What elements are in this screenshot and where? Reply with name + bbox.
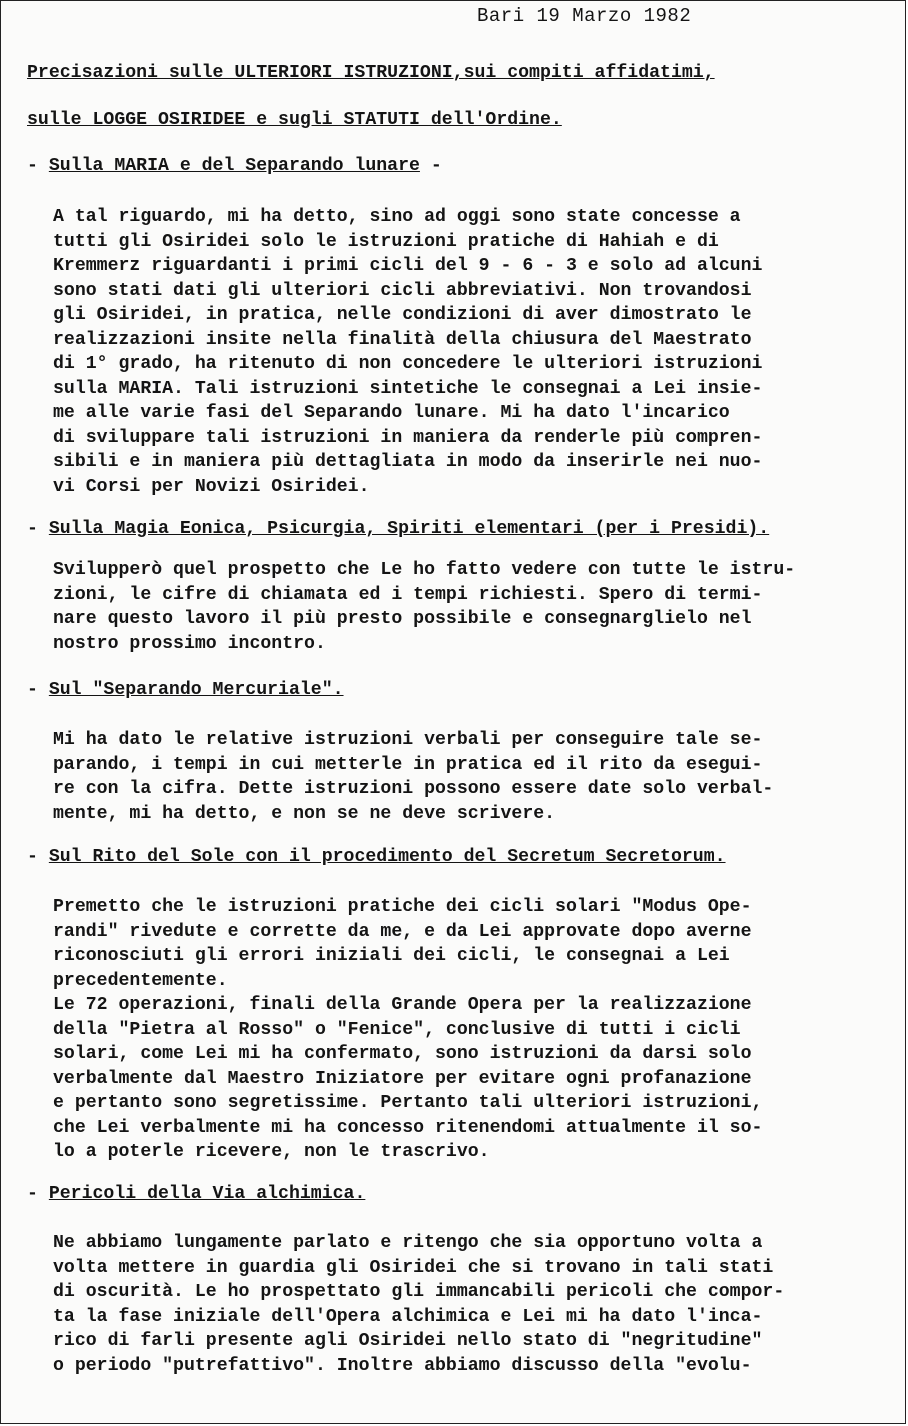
section-body [53,728,873,826]
body-line: di 1° grado, ha ritenuto di non concedere le ulteriori istruzioni [53,354,763,374]
document-date: Bari 19 Marzo 1982 [477,5,692,27]
body-line: re con la cifra. Dette istruzioni possono essere date solo verbal- [53,779,774,799]
body-line: Ne abbiamo lungamente parlato e ritengo che sia opportuno volta a [53,1233,763,1253]
body-line: della "Pietra al Rosso" o "Fenice", conclusive di tutti i cicli [53,1019,741,1040]
intro-line-1: Precisazioni sulle ULTERIORI ISTRUZIONI,sui compiti affidatimi, [27,63,715,83]
intro-line-2: sulle LOGGE OSIRIDEE e sugli STATUTI dell'Ordine. [27,110,562,130]
body-line: ta la fase iniziale dell'Opera alchimica e Lei mi ha dato l'inca- [53,1306,763,1327]
body-line: di oscurità. Le ho prospettato gli immancabili pericoli che compor- [53,1282,785,1302]
section-heading [27,1184,365,1204]
section-dash: - [27,847,38,867]
body-line: Premetto che le istruzioni pratiche dei cicli solari "Modus Ope- [53,897,752,917]
body-line: randi" rivedute e corrette da me, e da Lei approvate dopo averne [53,921,752,942]
body-line: sulla MARIA. Tali istruzioni sintetiche le consegnai a Lei insie- [53,378,763,399]
section-dash: - [27,519,38,539]
body-line: precedentemente. [53,970,228,991]
body-line: lo a poterle ricevere, non le trascrivo. [53,1142,490,1162]
body-line: parando, i tempi in cui metterle in pratica ed il rito da esegui- [53,754,763,775]
section-dash: - [27,1184,38,1204]
body-line: solari, come Lei mi ha confermato, sono istruzioni da darsi solo [53,1044,752,1064]
section-heading-suffix: - [419,156,442,176]
body-line: volta mettere in guardia gli Osiridei che si trovano in tali stati [53,1257,774,1278]
section-heading-text: Sul Rito del Sole con il procedimento del Secretum Secretorum. [48,847,726,867]
section-body [53,558,873,656]
body-line: A tal riguardo, mi ha detto, sino ad oggi sono state concesse a [53,207,741,227]
body-line: o periodo "putrefattivo". Inoltre abbiamo discusso della "evolu- [53,1355,752,1376]
body-line: che Lei verbalmente mi ha concesso ritenendomi attualmente il so- [53,1117,763,1138]
body-line: verbalmente dal Maestro Iniziatore per evitare ogni profanazione [53,1068,752,1089]
body-line: realizzazioni insite nella finalità della chiusura del Maestrato [53,329,752,350]
section-dash: - [27,680,38,700]
section-body [53,1231,873,1378]
body-line: Svilupperò quel prospetto che Le ho fatto vedere con tutte le istru- [53,560,796,580]
section-heading-text: Sulla Magia Eonica, Psicurgia, Spiriti elementari (per i Presidi). [48,519,770,539]
body-line: nare questo lavoro il più presto possibile e consegnarglielo nel [53,609,752,629]
body-line: Le 72 operazioni, finali della Grande Opera per la realizzazione [53,995,752,1015]
section-heading [27,519,769,539]
section-heading-text: Sul "Separando Mercuriale". [48,680,344,700]
body-line: di sviluppare tali istruzioni in maniera da renderle più compren- [53,427,763,448]
section-heading-text: Pericoli della Via alchimica. [48,1184,366,1204]
section-dash: - [27,156,38,176]
body-line: e pertanto sono segretissime. Pertanto tali ulteriori istruzioni, [53,1093,763,1113]
body-line: nostro prossimo incontro. [53,633,326,654]
body-line: Mi ha dato le relative istruzioni verbali per conseguire tale se- [53,730,763,750]
body-line: rico di farli presente agli Osiridei nello stato di "negritudine" [53,1331,763,1351]
body-line: Kremmerz riguardanti i primi cicli del 9 - 6 - 3 e solo ad alcuni [53,256,763,276]
section-heading [27,847,726,867]
body-line: zioni, le cifre di chiamata ed i tempi richiesti. Spero di termi- [53,584,763,605]
body-line: vi Corsi per Novizi Osiridei. [53,476,370,497]
body-line: gli Osiridei, in pratica, nelle condizioni di aver dimostrato le [53,305,752,325]
body-line: sibili e in maniera più dettagliata in modo da inserirle nei nuo- [53,452,763,472]
body-line: riconosciuti gli errori iniziali dei cicli, le consegnai a Lei [53,946,730,966]
section-body [53,895,873,1165]
section-body [53,205,873,499]
body-line: tutti gli Osiridei solo le istruzioni pratiche di Hahiah e di [53,231,719,252]
section-heading [27,156,442,176]
section-heading-text: Sulla MARIA e del Separando lunare [48,156,420,176]
section-heading [27,680,344,700]
body-line: mente, mi ha detto, e non se ne deve scrivere. [53,803,556,824]
body-line: sono stati dati gli ulteriori cicli abbreviativi. Non trovandosi [53,280,752,301]
body-line: me alle varie fasi del Separando lunare. Mi ha dato l'incarico [53,403,730,423]
